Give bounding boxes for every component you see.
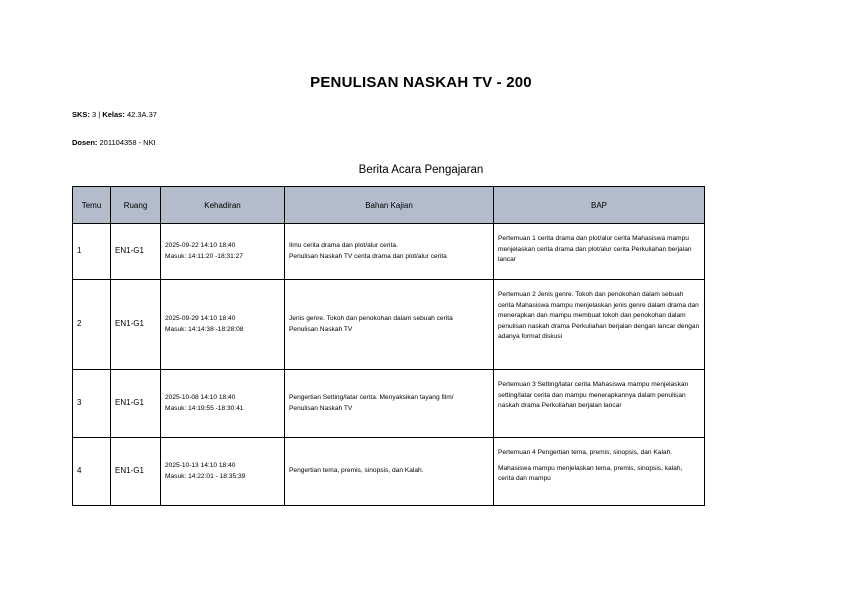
cell-bap bbox=[494, 280, 705, 370]
bap-text: Pertemuan 1 cerita drama dan plot/alur cerita Mahasiswa mampu menjelaskan cerita drama dan plot/alur cerita Perkuliahan berjalan lancar bbox=[498, 235, 692, 264]
dosen-value: 201104358 - NKI bbox=[99, 138, 156, 147]
table-row bbox=[73, 370, 705, 438]
cell-ruang: EN1-G1 bbox=[111, 438, 161, 506]
kehadiran-jadwal: 2025-09-29 14:10 18:40 bbox=[165, 314, 236, 322]
cell-bap bbox=[494, 224, 705, 280]
kelas-label: Kelas: bbox=[102, 110, 125, 119]
header-kehadiran: Kehadiran bbox=[161, 187, 285, 224]
table-row bbox=[73, 280, 705, 370]
cell-ruang: EN1-G1 bbox=[111, 280, 161, 370]
kehadiran-masuk: Masuk: 14:19:55 -18:30:41 bbox=[165, 404, 244, 412]
cell-kehadiran bbox=[161, 224, 285, 280]
dosen-line bbox=[72, 138, 156, 147]
kehadiran-jadwal: 2025-09-22 14:10 18:40 bbox=[165, 241, 236, 249]
cell-temu: 2 bbox=[73, 280, 111, 370]
bahan-text: Jenis genre. Tokoh dan penokohan dalam sebuah cerita bbox=[289, 314, 453, 322]
kelas-value: 42.3A.37 bbox=[126, 110, 157, 119]
header-bahan-kajian: Bahan Kajian bbox=[285, 187, 494, 224]
bap-text: Pertemuan 4 Pengertian tema, premis, sinopsis, dan Kalah. bbox=[498, 449, 673, 456]
section-title: Berita Acara Pengajaran bbox=[358, 164, 484, 176]
cell-ruang: EN1-G1 bbox=[111, 224, 161, 280]
cell-temu: 3 bbox=[73, 370, 111, 438]
separator: | bbox=[98, 110, 101, 119]
sks-kelas-line bbox=[72, 110, 157, 119]
table-row bbox=[73, 438, 705, 506]
sks-label: SKS: bbox=[72, 110, 90, 119]
page-title: PENULISAN NASKAH TV - 200 bbox=[310, 74, 532, 91]
dosen-label: Dosen: bbox=[72, 138, 98, 147]
sks-value: 3 bbox=[92, 110, 97, 119]
cell-bahan-kajian bbox=[285, 370, 494, 438]
bahan-text: Ilmu cerita drama dan plot/alur cerita. bbox=[289, 241, 398, 249]
bahan-sub: Penulisan Naskah TV bbox=[289, 325, 353, 333]
table-header-row bbox=[73, 187, 705, 224]
cell-bap bbox=[494, 370, 705, 438]
kehadiran-jadwal: 2025-10-13 14:10 18:40 bbox=[165, 461, 236, 469]
bahan-text: Pengertian tema, premis, sinopsis, dan Kalah. bbox=[289, 467, 424, 475]
cell-bahan-kajian bbox=[285, 224, 494, 280]
bap-table bbox=[72, 186, 705, 506]
cell-bahan-kajian bbox=[285, 280, 494, 370]
kehadiran-masuk: Masuk: 14:22:01 - 18:35:39 bbox=[165, 472, 246, 480]
header-bap: BAP bbox=[494, 187, 705, 224]
cell-ruang: EN1-G1 bbox=[111, 370, 161, 438]
cell-temu: 4 bbox=[73, 438, 111, 506]
bap-text: Mahasiswa mampu menjelaskan tema, premis, sinopsis, kalah, cerita dan mampu bbox=[498, 464, 683, 483]
bahan-sub: Penulisan Naskah TV cerita drama dan plot/alur cerita bbox=[289, 252, 447, 260]
bap-text: Pertemuan 3 Setting/latar cerita Mahasiswa mampu menjelaskan setting/latar cerita dan mampu menerapkannya dalam penulisan naskah drama Perkuliahan berjalan lancar bbox=[498, 381, 689, 410]
cell-kehadiran bbox=[161, 370, 285, 438]
header-temu: Temu bbox=[73, 187, 111, 224]
cell-temu: 1 bbox=[73, 224, 111, 280]
kehadiran-jadwal: 2025-10-08 14:10 18:40 bbox=[165, 393, 236, 401]
table-row bbox=[73, 224, 705, 280]
cell-bahan-kajian bbox=[285, 438, 494, 506]
kehadiran-masuk: Masuk: 14:14:38 -18:28:08 bbox=[165, 325, 244, 333]
cell-bap bbox=[494, 438, 705, 506]
bahan-text: Pengertian Setting/latar cerita. Menyaksikan tayang film/ bbox=[289, 393, 454, 401]
cell-kehadiran bbox=[161, 438, 285, 506]
kehadiran-masuk: Masuk: 14:11:20 -18:31:27 bbox=[165, 252, 243, 260]
bahan-sub: Penulisan Naskah TV bbox=[289, 404, 353, 412]
header-ruang: Ruang bbox=[111, 187, 161, 224]
bap-text: Pertemuan 2 Jenis genre. Tokoh dan penokohan dalam sebuah cerita Mahasiswa mampu menjelaskan jenis genre dalam drama dan menerapkan dan mampu membuat tokoh dan penokohan dalam penulisan naskah drama Perkuliahan berjalan dengan lancar dengan adanya format diskusi bbox=[498, 291, 700, 341]
cell-kehadiran bbox=[161, 280, 285, 370]
